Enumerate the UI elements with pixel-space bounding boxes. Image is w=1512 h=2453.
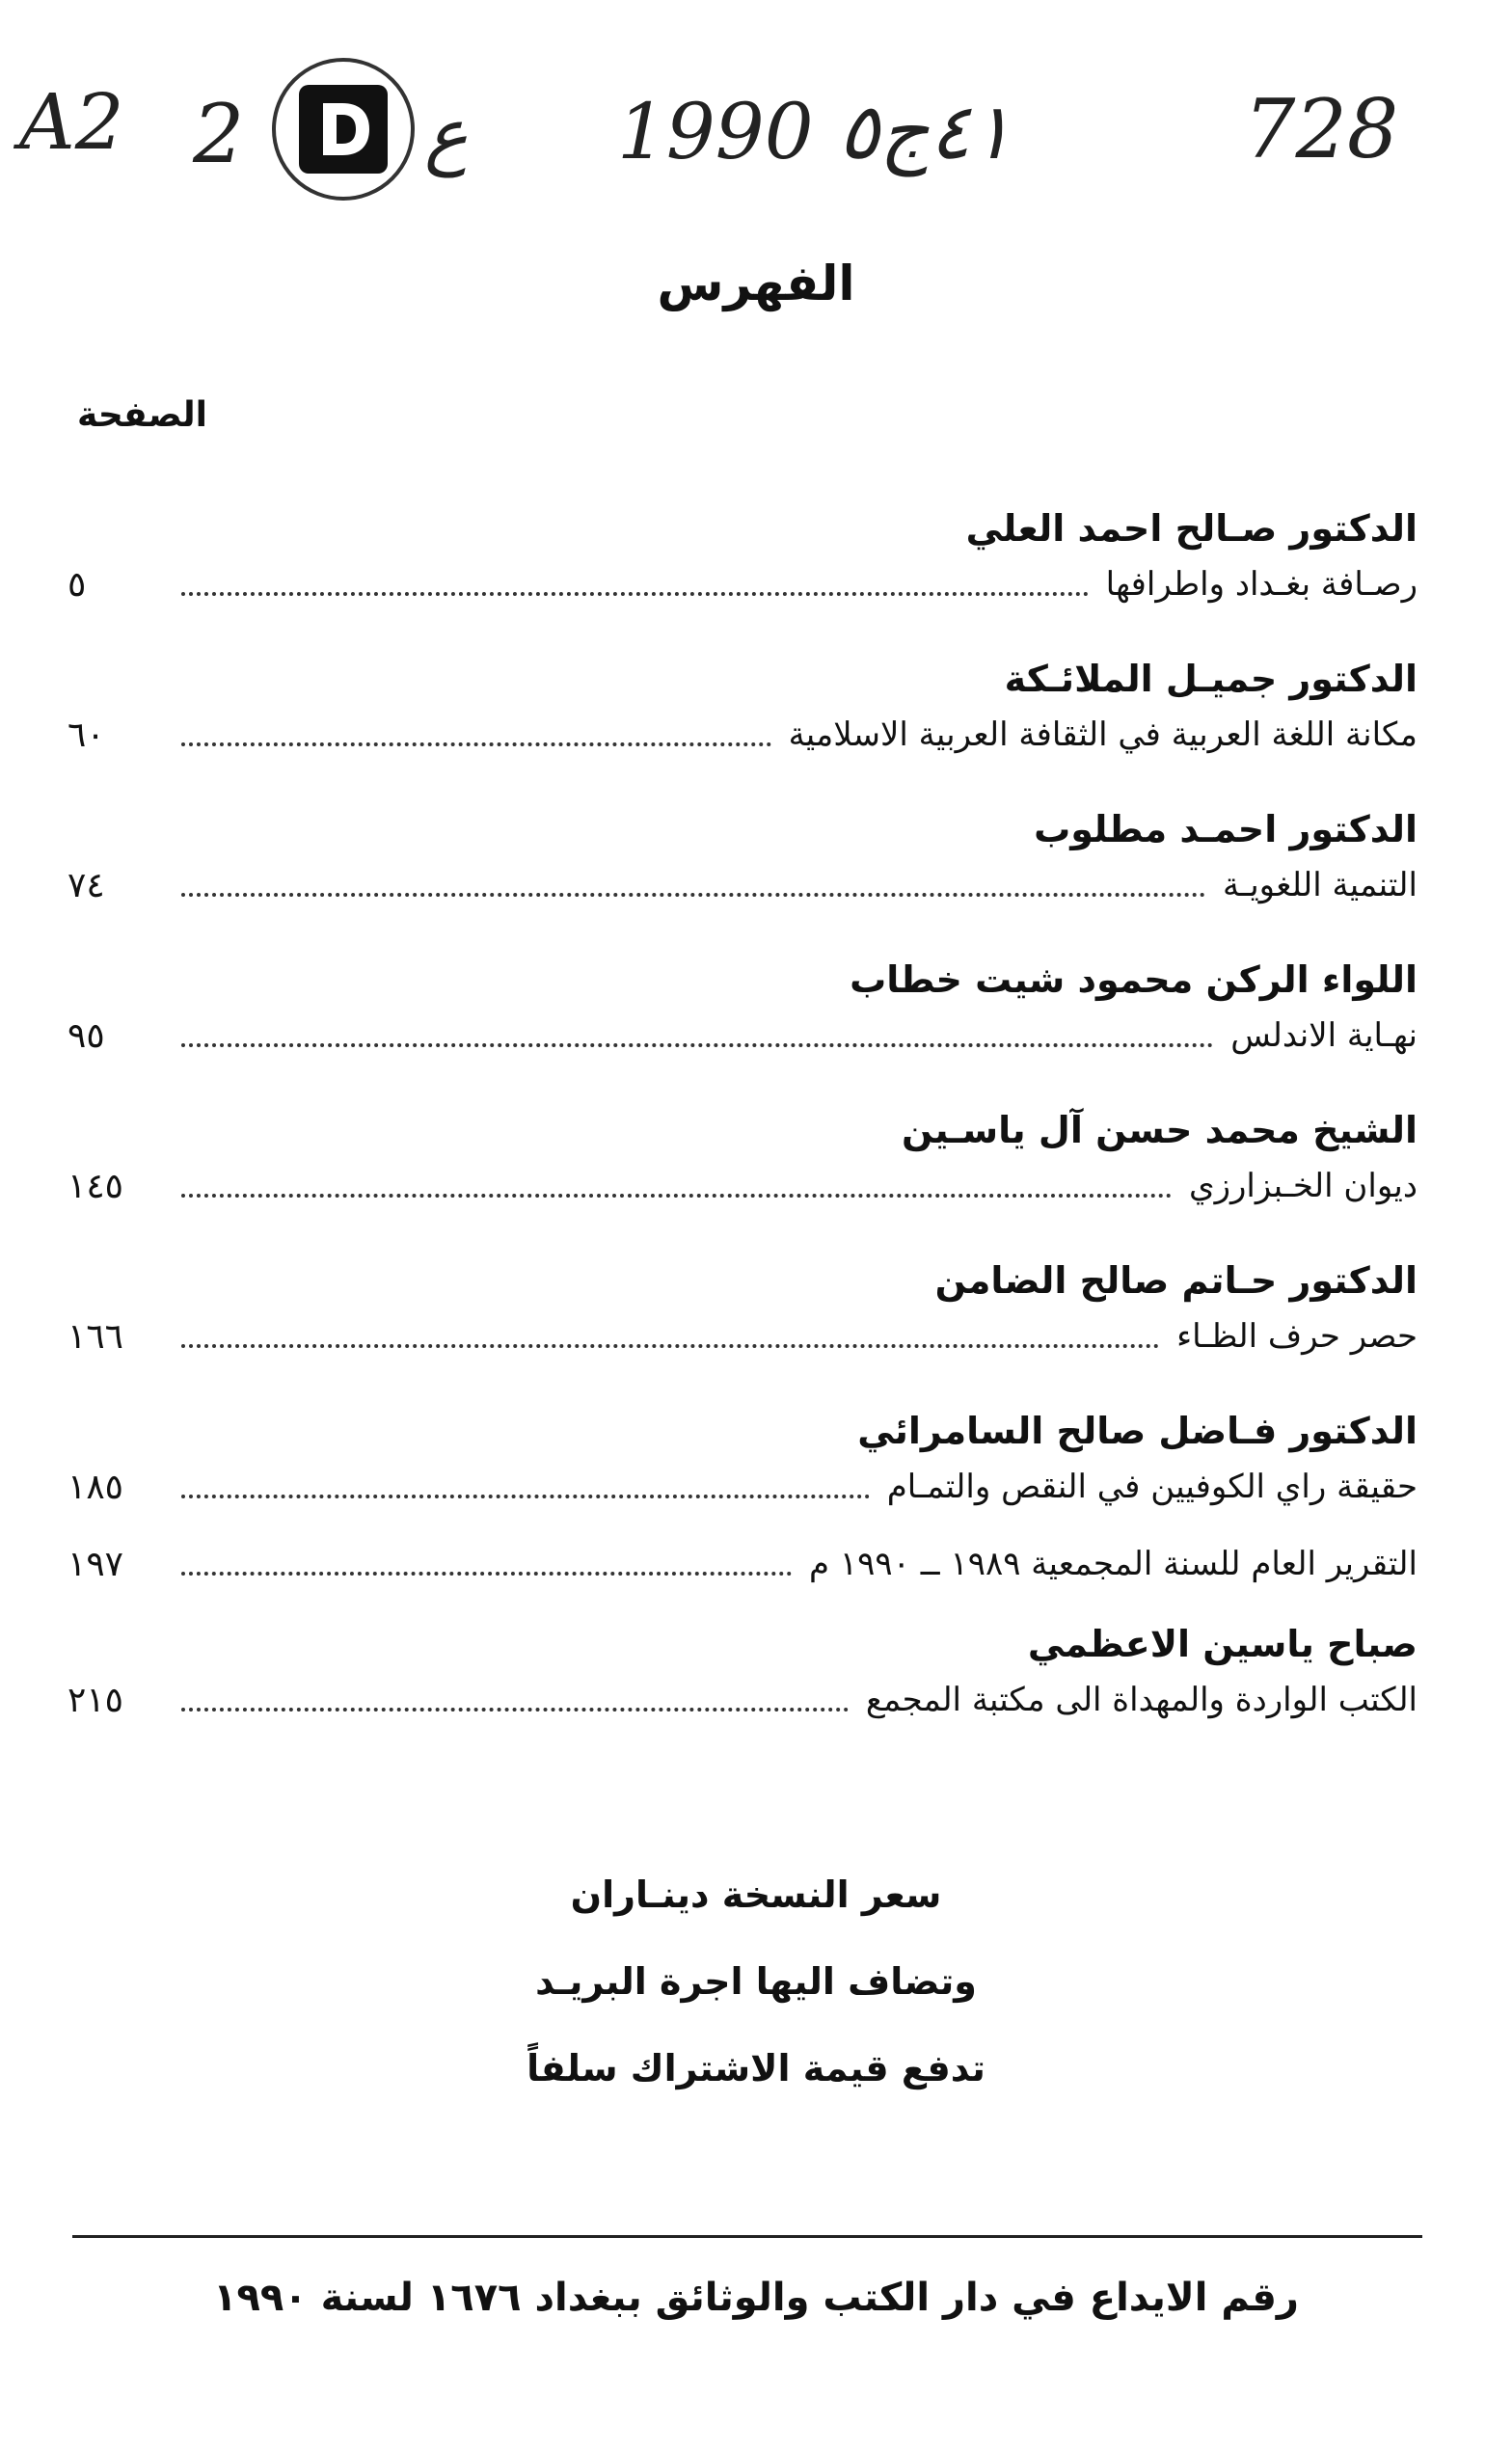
toc-title: التقرير العام للسنة المجمعية ١٩٨٩ ــ ١٩٩٠ م	[809, 1545, 1418, 1583]
price-notes	[0, 1851, 1512, 2112]
toc-row	[68, 1157, 1418, 1215]
toc-title: ديوان الخـبزارزي	[1188, 1167, 1418, 1205]
dot-leader	[181, 893, 1205, 897]
toc-row	[68, 1007, 1418, 1065]
toc-row	[68, 1458, 1418, 1516]
toc-entry	[68, 953, 1418, 1065]
dot-leader	[181, 1043, 1213, 1047]
toc-page-number: ١٩٧	[68, 1544, 124, 1584]
toc-title: الكتب الواردة والمهداة الى مكتبة المجمع	[865, 1681, 1418, 1719]
toc-page-number: ١٦٦	[68, 1316, 124, 1357]
toc-author: الشيخ محمد حسن آل ياسـين	[902, 1109, 1418, 1151]
toc-entry	[68, 1404, 1418, 1516]
toc-author: الدكتور حـاتم صالح الضامن	[934, 1259, 1418, 1302]
dot-leader	[181, 1495, 870, 1498]
toc-row	[68, 1535, 1418, 1593]
toc-entry	[68, 1535, 1418, 1593]
toc-page-number: ١٤٥	[68, 1166, 124, 1206]
dot-leader	[181, 1572, 792, 1576]
toc-entry	[68, 1103, 1418, 1215]
toc-row	[68, 1671, 1418, 1729]
table-of-contents	[68, 501, 1418, 1767]
toc-entry	[68, 652, 1418, 764]
toc-row	[68, 856, 1418, 914]
dot-leader	[181, 1708, 849, 1712]
toc-entry	[68, 802, 1418, 914]
toc-entry	[68, 1617, 1418, 1729]
dot-leader	[181, 742, 771, 746]
handwritten-code: ٤١ج٥ 1990	[617, 87, 1012, 176]
dot-leader	[181, 1194, 1172, 1198]
toc-page-number: ٩٥	[68, 1015, 105, 1056]
toc-title: حقيقة راي الكوفيين في النقص والتمـام	[886, 1468, 1418, 1506]
handwritten-number-right: 728	[1244, 82, 1399, 176]
library-stamp	[272, 58, 415, 201]
toc-page-number: ٧٤	[68, 865, 105, 905]
page-column-label: الصفحة	[77, 395, 208, 435]
toc-entry	[68, 1253, 1418, 1365]
dot-leader	[181, 1344, 1159, 1348]
footer-divider	[72, 2235, 1422, 2238]
dot-leader	[181, 592, 1089, 596]
toc-title: نهـاية الاندلس	[1230, 1016, 1418, 1055]
toc-title: حصر حرف الظـاء	[1176, 1317, 1418, 1356]
toc-author: الدكتور فـاضل صالح السامرائي	[857, 1410, 1418, 1452]
toc-author: اللواء الركن محمود شيت خطاب	[850, 958, 1418, 1001]
handwritten-number: 2	[193, 87, 245, 181]
handwritten-left-mark: A2	[19, 77, 124, 167]
price-line: سعر النسخة دينـاران	[570, 1873, 942, 1916]
toc-row	[68, 706, 1418, 764]
toc-page-number: ٦٠	[68, 714, 105, 755]
deposit-number-footer: رقم الايداع في دار الكتب والوثائق ببغداد ١٦٧٦ لسنة ١٩٩٠	[213, 2276, 1299, 2320]
toc-page-number: ٥	[68, 564, 87, 605]
toc-row	[68, 1307, 1418, 1365]
toc-entry	[68, 501, 1418, 613]
toc-author: الدكتور احمـد مطلوب	[1034, 808, 1418, 850]
postage-line: وتضاف اليها اجرة البريـد	[535, 1960, 977, 2003]
subscription-line: تدفع قيمة الاشتراك سلفاً	[526, 2047, 986, 2089]
toc-title: التنمية اللغويـة	[1223, 866, 1418, 904]
toc-author: الدكتور جميـل الملائـكة	[1004, 658, 1418, 700]
page-title: الفهرس	[657, 256, 855, 311]
toc-page-number: ١٨٥	[68, 1467, 124, 1507]
toc-row	[68, 555, 1418, 613]
toc-author: الدكتور صـالح احمد العلي	[965, 507, 1418, 550]
toc-title: رصـافة بغـداد واطرافها	[1105, 565, 1418, 604]
toc-page-number: ٢١٥	[68, 1680, 124, 1720]
stamp-letter-icon	[299, 85, 388, 174]
toc-author: صباح ياسين الاعظمي	[1027, 1623, 1418, 1665]
toc-title: مكانة اللغة العربية في الثقافة العربية الاسلامية	[788, 715, 1418, 754]
handwritten-letter: ع	[424, 92, 469, 177]
handwritten-annotation	[0, 39, 1512, 183]
